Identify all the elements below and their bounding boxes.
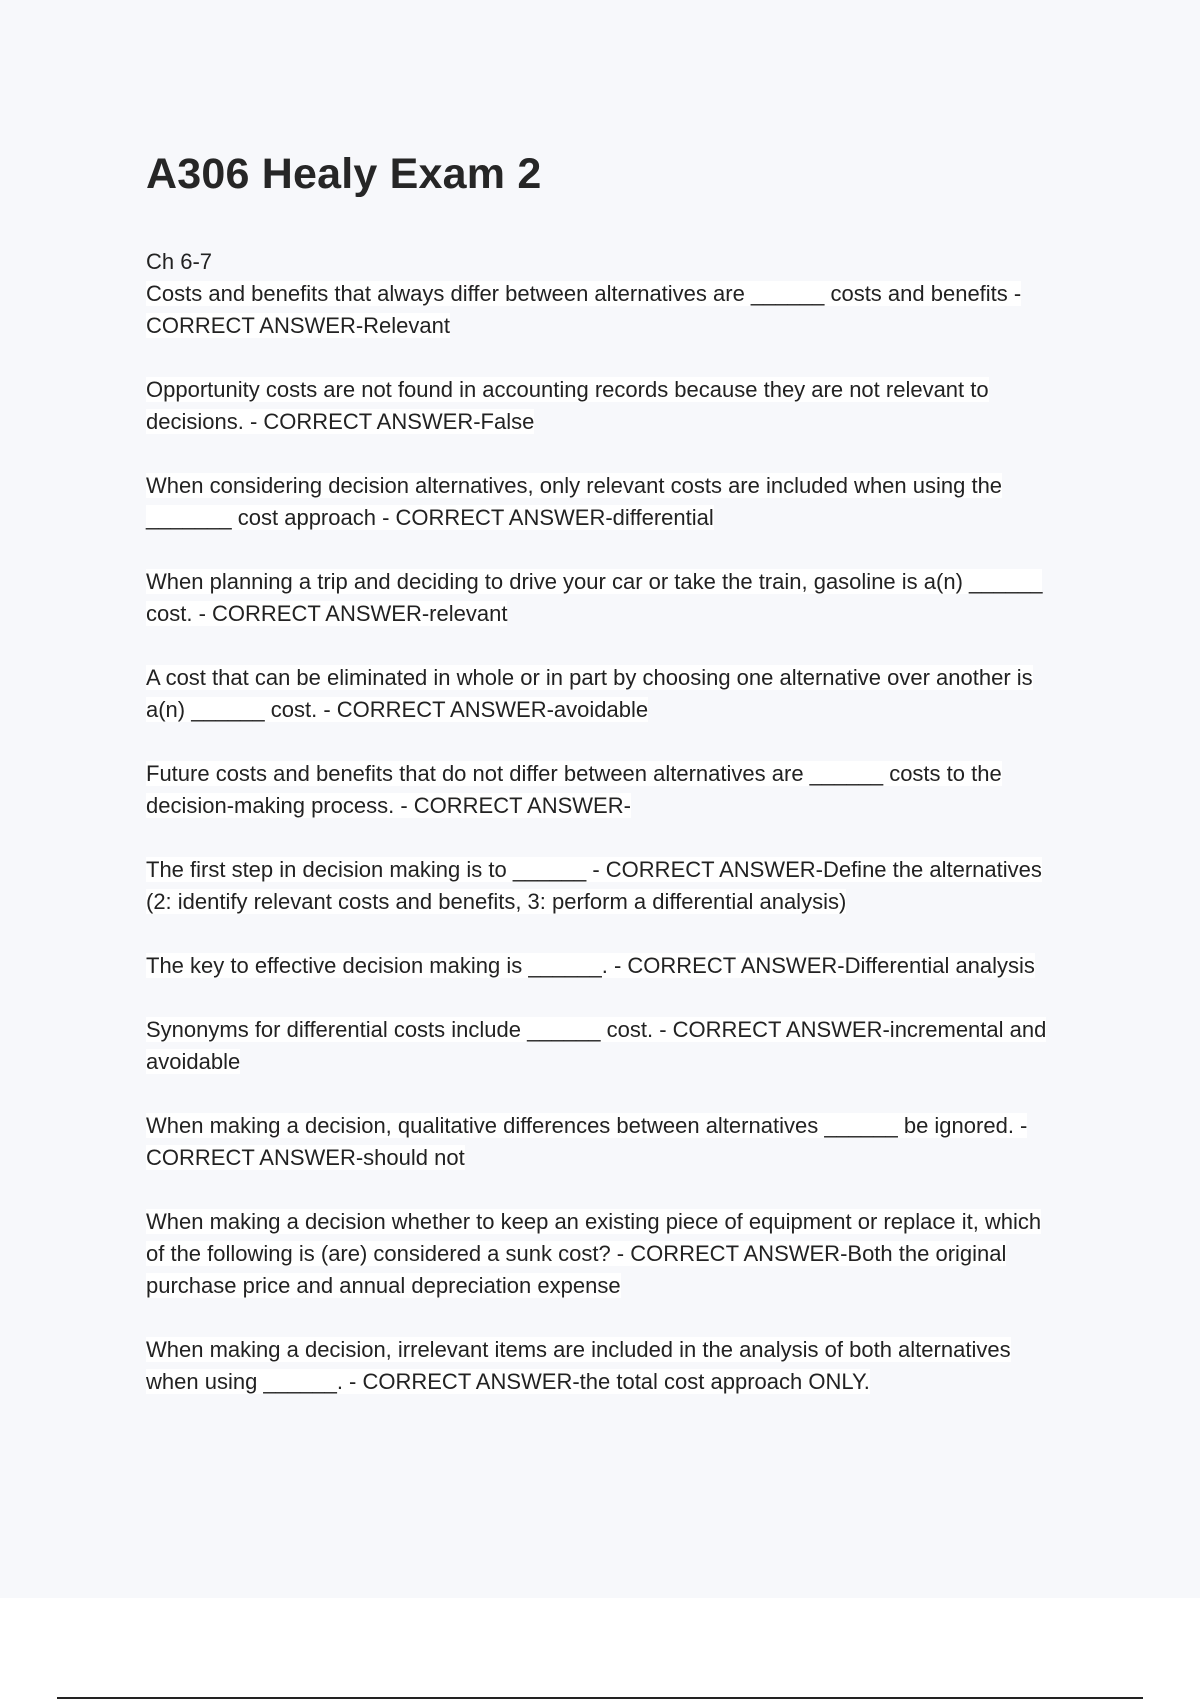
document-title: A306 Healy Exam 2 — [146, 150, 542, 198]
qa-text: When making a decision, qualitative differences between alternatives ______ be ignored. - CORRECT ANSWER-should not — [146, 1113, 1028, 1170]
document-content — [146, 150, 1056, 1430]
qa-text: When making a decision, irrelevant items are included in the analysis of both alternatives when using ______. - CORRECT ANSWER-the total cost approach ONLY. — [146, 1337, 1011, 1394]
qa-text: A cost that can be eliminated in whole or in part by choosing one alternative over another is a(n) ______ cost. - CORRECT ANSWER-avoidable — [146, 665, 1033, 722]
qa-item — [146, 662, 1056, 726]
qa-item — [146, 854, 1056, 918]
qa-item — [146, 470, 1056, 534]
qa-text: The first step in decision making is to ______ - CORRECT ANSWER-Define the alternatives (2: identify relevant costs and benefits, 3: perform a differential analysis) — [146, 857, 1042, 914]
qa-text: Synonyms for differential costs include ______ cost. - CORRECT ANSWER-incremental and avoidable — [146, 1017, 1047, 1074]
footer-rule — [57, 1697, 1143, 1699]
qa-text: Future costs and benefits that do not differ between alternatives are ______ costs to the decision-making process. - CORRECT ANSWER- — [146, 761, 1002, 818]
section-label: Ch 6-7 — [146, 249, 213, 274]
qa-text: When considering decision alternatives, only relevant costs are included when using the _______ cost approach - CORRECT ANSWER-differential — [146, 473, 1003, 530]
qa-item — [146, 374, 1056, 438]
qa-item — [146, 566, 1056, 630]
qa-text: Opportunity costs are not found in accounting records because they are not relevant to decisions. - CORRECT ANSWER-False — [146, 377, 989, 434]
qa-item — [146, 1014, 1056, 1078]
qa-text: The key to effective decision making is ______. - CORRECT ANSWER-Differential analysis — [146, 953, 1035, 978]
qa-item — [146, 758, 1056, 822]
qa-text: When planning a trip and deciding to drive your car or take the train, gasoline is a(n) ______ cost. - CORRECT ANSWER-relevant — [146, 569, 1043, 626]
qa-item — [146, 950, 1056, 982]
qa-item — [146, 278, 1056, 342]
qa-text: Costs and benefits that always differ between alternatives are ______ costs and benefits - CORRECT ANSWER-Relevant — [146, 281, 1022, 338]
qa-item — [146, 1206, 1056, 1302]
qa-item — [146, 1110, 1056, 1174]
qa-item — [146, 1334, 1056, 1398]
qa-text: When making a decision whether to keep an existing piece of equipment or replace it, which of the following is (are) considered a sunk cost? - CORRECT ANSWER-Both the original purchase price and annual depreciation expense — [146, 1209, 1042, 1298]
